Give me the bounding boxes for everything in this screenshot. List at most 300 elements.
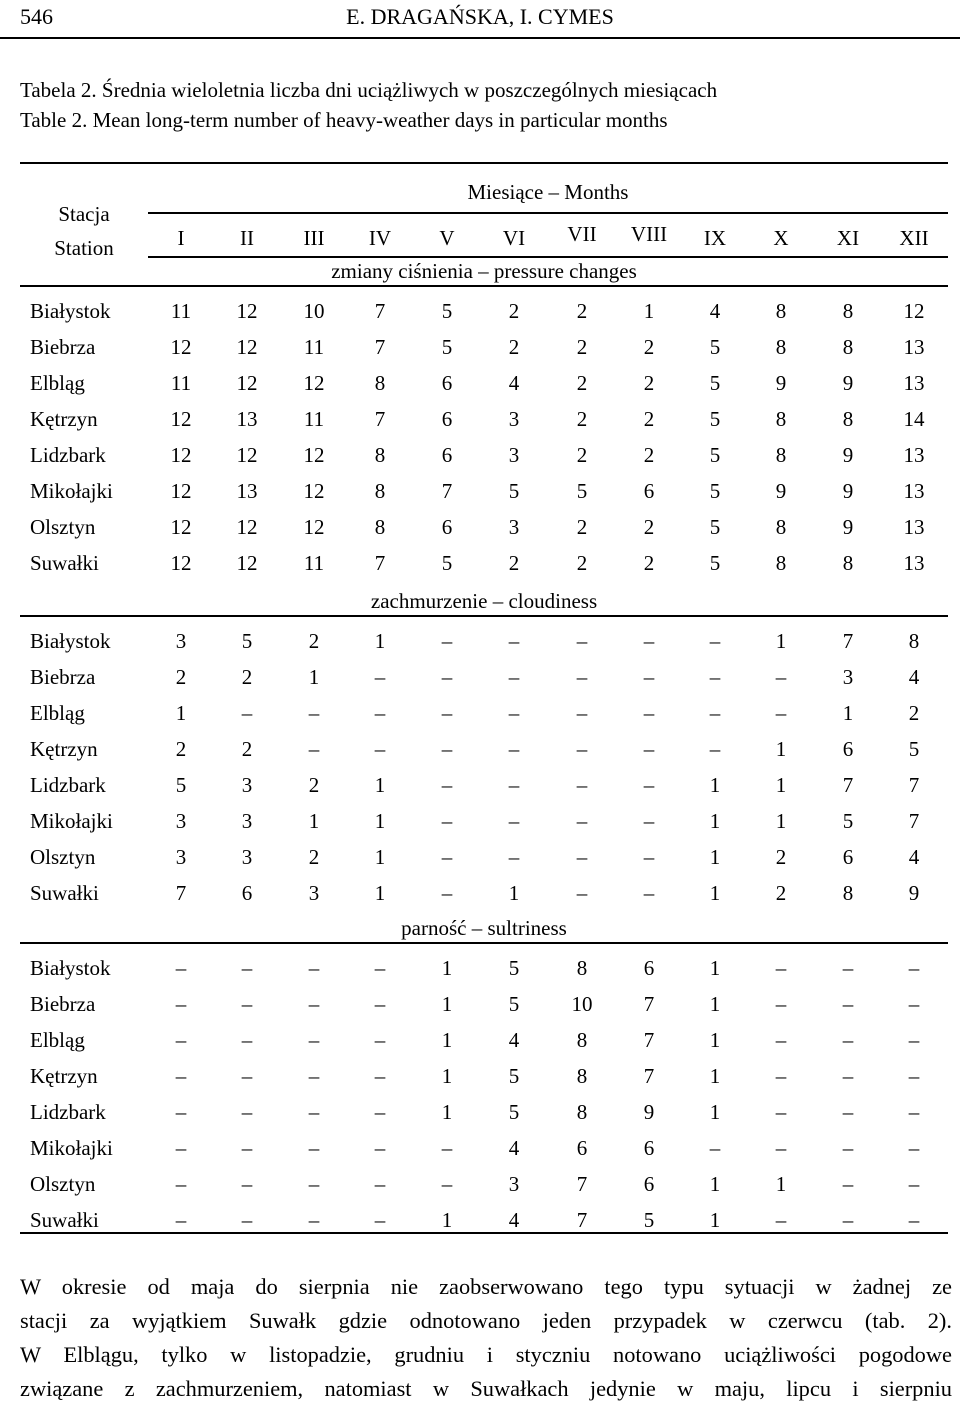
section-rule: [20, 942, 948, 944]
table-cell: –: [441, 881, 453, 905]
table-cell: 12: [303, 515, 325, 539]
table-cell: 12: [170, 407, 192, 431]
table-row: [0, 629, 960, 665]
table-cell: –: [508, 809, 520, 833]
table-cell: 8: [842, 407, 854, 431]
table-row: [0, 992, 960, 1028]
table-cell: 5: [709, 551, 721, 575]
table-cell: –: [842, 1100, 854, 1124]
table-cell: 6: [441, 371, 453, 395]
table-cell: 2: [775, 845, 787, 869]
table-cell: –: [775, 1028, 787, 1052]
table-row: [0, 1100, 960, 1136]
table-cell: 2: [508, 335, 520, 359]
station-name: Białystok: [30, 629, 111, 653]
table-cell: 8: [374, 515, 386, 539]
table-cell: –: [175, 1208, 187, 1232]
table-cell: 5: [576, 479, 588, 503]
table-cell: 1: [175, 701, 187, 725]
table-cell: 1: [709, 992, 721, 1016]
table-cell: 12: [236, 551, 258, 575]
table-row: [0, 551, 960, 587]
table-cell: –: [508, 845, 520, 869]
table-cell: 1: [374, 629, 386, 653]
table-cell: 9: [842, 479, 854, 503]
table-cell: 12: [170, 443, 192, 467]
table-cell: 8: [775, 335, 787, 359]
table-cell: 8: [775, 515, 787, 539]
table-cell: 2: [308, 773, 320, 797]
table-row: [0, 809, 960, 845]
table-cell: –: [175, 1136, 187, 1160]
station-name: Elbląg: [30, 371, 85, 395]
table-cell: 8: [842, 551, 854, 575]
table-cell: 3: [842, 665, 854, 689]
table-cell: 1: [709, 881, 721, 905]
page-number: 546: [20, 4, 53, 29]
table-cell: 4: [709, 299, 721, 323]
table-cell: 4: [508, 1208, 520, 1232]
table-cell: 3: [308, 881, 320, 905]
table-cell: 1: [709, 845, 721, 869]
table-cell: 1: [441, 1064, 453, 1088]
table-cell: –: [308, 1172, 320, 1196]
month-header: IX: [703, 226, 727, 250]
table-cell: 5: [441, 299, 453, 323]
table-cell: –: [908, 1028, 920, 1052]
section-rule: [20, 615, 948, 617]
table-cell: –: [842, 992, 854, 1016]
body-line: związane z zachmurzeniem, natomiast w Suwałkach jedynie w maju, lipcu i sierpniu: [20, 1376, 952, 1401]
table-cell: 13: [903, 335, 925, 359]
table-cell: 1: [775, 737, 787, 761]
table-cell: 12: [236, 335, 258, 359]
month-header: VII: [567, 222, 597, 246]
table-cell: –: [842, 1136, 854, 1160]
table-cell: –: [308, 956, 320, 980]
table-cell: 8: [775, 443, 787, 467]
table-cell: –: [643, 665, 655, 689]
month-header: V: [439, 226, 455, 250]
table-cell: 2: [643, 335, 655, 359]
table-cell: 1: [441, 956, 453, 980]
table-cell: 12: [903, 299, 925, 323]
table-cell: –: [241, 992, 253, 1016]
month-header: III: [303, 226, 325, 250]
station-name: Biebrza: [30, 665, 96, 689]
table-cell: –: [576, 629, 588, 653]
table-cell: 3: [175, 845, 187, 869]
table-cell: 6: [643, 1172, 655, 1196]
table-cell: 1: [775, 629, 787, 653]
table-cell: –: [241, 1028, 253, 1052]
table-cell: 12: [303, 371, 325, 395]
table-cell: –: [374, 956, 386, 980]
table-cell: –: [842, 1064, 854, 1088]
table-cell: –: [441, 845, 453, 869]
table-cell: 1: [374, 809, 386, 833]
table-cell: 1: [775, 809, 787, 833]
table-cell: 4: [508, 1136, 520, 1160]
table-cell: –: [241, 1064, 253, 1088]
table-row: [0, 1064, 960, 1100]
table-cell: 1: [709, 773, 721, 797]
table-cell: 9: [643, 1100, 655, 1124]
section-rule: [20, 285, 948, 287]
table-cell: 1: [508, 881, 520, 905]
table-cell: –: [441, 1136, 453, 1160]
table-cell: 8: [576, 1028, 588, 1052]
table-cell: 5: [175, 773, 187, 797]
section-title: parność – sultriness: [401, 916, 567, 940]
table-cell: 7: [374, 335, 386, 359]
station-name: Kętrzyn: [30, 407, 98, 431]
table-cell: 13: [903, 515, 925, 539]
table-cell: –: [508, 701, 520, 725]
table-cell: 6: [842, 845, 854, 869]
table-cell: 5: [508, 479, 520, 503]
station-name: Olsztyn: [30, 845, 96, 869]
month-header: IV: [368, 226, 392, 250]
table-cell: 1: [709, 1208, 721, 1232]
month-header: VI: [502, 226, 526, 250]
table-cell: 6: [441, 515, 453, 539]
table-cell: 2: [908, 701, 920, 725]
month-header: VIII: [630, 222, 668, 246]
table-cell: 11: [303, 407, 325, 431]
body-paragraph: [20, 1270, 952, 1406]
station-name: Kętrzyn: [30, 737, 98, 761]
table-cell: –: [576, 665, 588, 689]
table-cell: 7: [175, 881, 187, 905]
table-cell: –: [576, 809, 588, 833]
table-cell: –: [308, 737, 320, 761]
table-cell: 8: [576, 956, 588, 980]
table-cell: 1: [709, 809, 721, 833]
station-name: Białystok: [30, 299, 111, 323]
table-cell: 2: [175, 737, 187, 761]
table-cell: –: [441, 665, 453, 689]
months-header: Miesiące – Months: [467, 180, 629, 204]
table-cell: 12: [170, 479, 192, 503]
table-cell: 1: [374, 773, 386, 797]
table-cell: –: [775, 1208, 787, 1232]
table-cell: –: [441, 809, 453, 833]
table-row: [0, 515, 960, 551]
running-head: E. DRAGAŃSKA, I. CYMES: [346, 4, 614, 29]
table-cell: 5: [709, 515, 721, 539]
table-cell: 2: [576, 551, 588, 575]
table-cell: 13: [903, 479, 925, 503]
table-cell: 7: [643, 1028, 655, 1052]
table-cell: –: [709, 629, 721, 653]
table-cell: –: [775, 1136, 787, 1160]
table-cell: 7: [643, 1064, 655, 1088]
table-cell: 13: [903, 551, 925, 575]
table-cell: –: [175, 956, 187, 980]
table-cell: 5: [842, 809, 854, 833]
table-cell: 1: [441, 992, 453, 1016]
table-row: [0, 701, 960, 737]
month-header: XII: [899, 226, 929, 250]
table-cell: –: [374, 665, 386, 689]
table-cell: 6: [441, 407, 453, 431]
table-cell: 5: [643, 1208, 655, 1232]
table-cell: 5: [441, 551, 453, 575]
table-cell: 1: [775, 773, 787, 797]
table-cell: 11: [170, 371, 192, 395]
table-cell: 8: [374, 371, 386, 395]
station-name: Mikołajki: [30, 1136, 113, 1160]
table-cell: 6: [643, 479, 655, 503]
table-cell: –: [508, 629, 520, 653]
table-cell: 6: [643, 956, 655, 980]
table-cell: –: [175, 1172, 187, 1196]
table-cell: –: [775, 956, 787, 980]
table-cell: –: [643, 701, 655, 725]
table-cell: 2: [576, 407, 588, 431]
table-cell: 13: [903, 371, 925, 395]
table-cell: –: [576, 845, 588, 869]
table-cell: –: [908, 1100, 920, 1124]
table-cell: –: [241, 1208, 253, 1232]
table-cell: 8: [842, 881, 854, 905]
station-name: Elbląg: [30, 701, 85, 725]
table-cell: 1: [643, 299, 655, 323]
table-cell: –: [308, 1136, 320, 1160]
station-name: Lidzbark: [30, 773, 106, 797]
table-cell: –: [842, 956, 854, 980]
table-cell: 5: [508, 1064, 520, 1088]
table-cell: –: [441, 1172, 453, 1196]
table-cell: 3: [175, 809, 187, 833]
table-cell: –: [308, 992, 320, 1016]
table-cell: 2: [643, 551, 655, 575]
table-cell: –: [908, 956, 920, 980]
table-cell: 7: [842, 773, 854, 797]
table-cell: 1: [374, 845, 386, 869]
table-cell: 1: [709, 956, 721, 980]
table-cell: 6: [241, 881, 253, 905]
table-cell: 1: [374, 881, 386, 905]
table-cell: 8: [374, 479, 386, 503]
table-cell: –: [576, 773, 588, 797]
table-cell: 2: [241, 737, 253, 761]
table-cell: 9: [842, 371, 854, 395]
table-cell: 2: [643, 407, 655, 431]
table-row: [0, 335, 960, 371]
table-cell: 7: [374, 299, 386, 323]
table-cell: 1: [709, 1028, 721, 1052]
table-cell: –: [374, 1136, 386, 1160]
table-cell: 2: [643, 515, 655, 539]
table-row: [0, 371, 960, 407]
station-name: Mikołajki: [30, 809, 113, 833]
table-cell: –: [441, 629, 453, 653]
table-cell: 1: [441, 1208, 453, 1232]
table-cell: 2: [576, 335, 588, 359]
table-row: [0, 956, 960, 992]
table-cell: 13: [236, 407, 258, 431]
month-header: XI: [836, 226, 860, 250]
table-cell: –: [842, 1028, 854, 1052]
table-cell: 3: [508, 443, 520, 467]
table-cell: –: [643, 881, 655, 905]
table-cell: –: [643, 845, 655, 869]
station-name: Kętrzyn: [30, 1064, 98, 1088]
table-cell: 2: [308, 845, 320, 869]
page-header: [0, 0, 960, 36]
table-cell: –: [441, 701, 453, 725]
table-cell: –: [441, 773, 453, 797]
table-cell: –: [308, 1208, 320, 1232]
table-row: [0, 665, 960, 701]
table-cell: –: [643, 629, 655, 653]
table-cell: 11: [170, 299, 192, 323]
table-cell: 7: [374, 551, 386, 575]
table-cell: –: [441, 737, 453, 761]
table-cell: 12: [303, 443, 325, 467]
table-cell: 6: [643, 1136, 655, 1160]
body-line: W okresie od maja do sierpnia nie zaobserwowano tego typu sytuacji w żadnej ze: [20, 1274, 952, 1299]
table-row: [0, 407, 960, 443]
table-cell: –: [241, 956, 253, 980]
table-cell: 12: [236, 443, 258, 467]
table-cell: 2: [241, 665, 253, 689]
table-cell: 1: [842, 701, 854, 725]
body-line: stacji za wyjątkiem Suwałk gdzie odnotowano jeden przypadek w czerwcu (tab. 2).: [20, 1308, 952, 1333]
table-cell: 2: [775, 881, 787, 905]
table-row: [0, 1136, 960, 1172]
table-cell: 2: [508, 551, 520, 575]
table-cell: 10: [571, 992, 593, 1016]
table-cell: –: [508, 773, 520, 797]
table-cell: –: [175, 1100, 187, 1124]
table-cell: –: [908, 1136, 920, 1160]
table-cell: 4: [508, 1028, 520, 1052]
table-cell: –: [374, 1172, 386, 1196]
month-header: X: [773, 226, 789, 250]
table-cell: 1: [709, 1064, 721, 1088]
table-row: [0, 1028, 960, 1064]
table-top-rule: [20, 162, 948, 164]
table-cell: 5: [908, 737, 920, 761]
table-cell: 8: [775, 407, 787, 431]
table-cell: 1: [308, 665, 320, 689]
table-cell: 5: [709, 335, 721, 359]
table-cell: –: [775, 1100, 787, 1124]
table-cell: 3: [508, 515, 520, 539]
table-cell: 3: [241, 773, 253, 797]
table-cell: –: [908, 1064, 920, 1088]
table-cell: 7: [374, 407, 386, 431]
section-title: zachmurzenie – cloudiness: [370, 589, 598, 613]
table-cell: 8: [775, 551, 787, 575]
table-cell: 12: [236, 299, 258, 323]
table-cell: 4: [908, 845, 920, 869]
table-cell: 12: [170, 335, 192, 359]
table-cell: 5: [241, 629, 253, 653]
table-cell: 5: [508, 956, 520, 980]
table-cell: 5: [709, 371, 721, 395]
table-cell: 7: [576, 1208, 588, 1232]
station-name: Suwałki: [30, 881, 99, 905]
table-cell: 13: [903, 443, 925, 467]
table-cell: 12: [170, 515, 192, 539]
table-cell: –: [374, 1100, 386, 1124]
table-cell: 7: [576, 1172, 588, 1196]
table-cell: 8: [842, 335, 854, 359]
table-cell: –: [508, 737, 520, 761]
station-name: Elbląg: [30, 1028, 85, 1052]
table-cell: –: [842, 1172, 854, 1196]
table-cell: –: [576, 881, 588, 905]
table-cell: 7: [908, 809, 920, 833]
table-bottom-rule: [20, 1232, 948, 1234]
table-cell: 7: [908, 773, 920, 797]
table-cell: 3: [241, 809, 253, 833]
station-name: Lidzbark: [30, 443, 106, 467]
table-cell: 4: [908, 665, 920, 689]
station-header-pl: Stacja: [58, 202, 110, 226]
table-cell: 5: [508, 992, 520, 1016]
table-cell: –: [908, 992, 920, 1016]
table-cell: –: [643, 737, 655, 761]
table-cell: 1: [441, 1028, 453, 1052]
table-cell: 7: [842, 629, 854, 653]
table-row: [0, 479, 960, 515]
table-cell: –: [374, 992, 386, 1016]
body-line: W Elblągu, tylko w listopadzie, grudniu i styczniu notowano uciążliwości pogodowe: [20, 1342, 952, 1367]
table-cell: –: [241, 701, 253, 725]
table-cell: 2: [308, 629, 320, 653]
table-cell: –: [241, 1172, 253, 1196]
table-cell: –: [374, 701, 386, 725]
table-row: [0, 881, 960, 917]
table-cell: 4: [508, 371, 520, 395]
table-cell: 3: [241, 845, 253, 869]
table-cell: 9: [908, 881, 920, 905]
table-cell: 8: [576, 1100, 588, 1124]
table-row: [0, 443, 960, 479]
table-cell: 2: [643, 443, 655, 467]
table-cell: 9: [775, 371, 787, 395]
station-name: Biebrza: [30, 335, 96, 359]
table-cell: –: [374, 1064, 386, 1088]
table-cell: –: [709, 1136, 721, 1160]
table-cell: 2: [508, 299, 520, 323]
table-cell: –: [643, 809, 655, 833]
table-cell: –: [775, 665, 787, 689]
table-cell: 8: [775, 299, 787, 323]
table-cell: 1: [775, 1172, 787, 1196]
table-row: [0, 1172, 960, 1208]
table-cell: 10: [303, 299, 325, 323]
table-cell: 12: [303, 479, 325, 503]
table-cell: 2: [576, 371, 588, 395]
station-name: Olsztyn: [30, 515, 96, 539]
table-row: [0, 845, 960, 881]
table-cell: 1: [709, 1100, 721, 1124]
table-cell: 13: [236, 479, 258, 503]
table-cell: 9: [775, 479, 787, 503]
table-cell: 6: [576, 1136, 588, 1160]
table-cell: 11: [303, 551, 325, 575]
station-name: Biebrza: [30, 992, 96, 1016]
table-cell: –: [508, 665, 520, 689]
table-cell: –: [241, 1136, 253, 1160]
table-cell: –: [374, 1028, 386, 1052]
